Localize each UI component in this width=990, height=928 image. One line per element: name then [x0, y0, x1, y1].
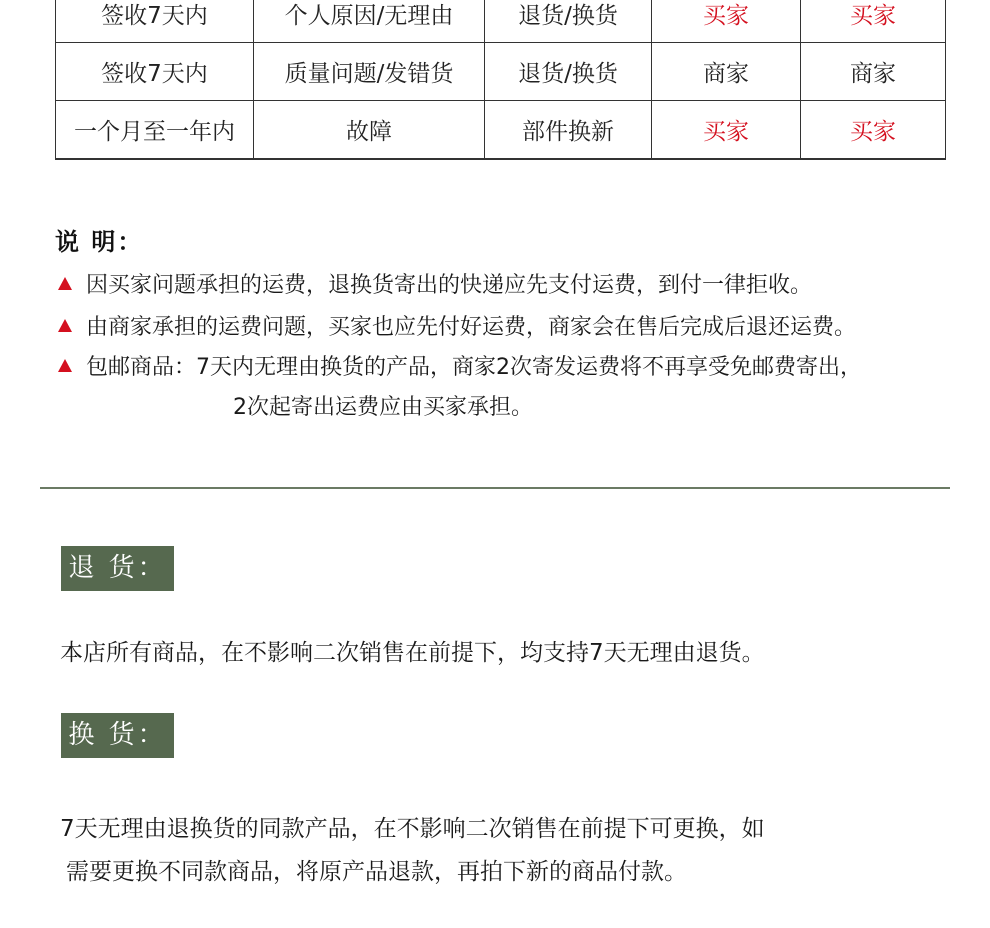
- table-cell: 质量问题/发错货: [254, 43, 485, 101]
- note-item: [58, 350, 862, 381]
- table-cell: 签收7天内: [56, 0, 254, 43]
- red-triangle-icon: [58, 277, 72, 290]
- notes-title: 说 明：: [55, 228, 144, 256]
- table-cell: 商家: [652, 43, 801, 101]
- table-row: [56, 101, 946, 160]
- red-triangle-icon: [58, 359, 72, 372]
- table-cell: 买家: [652, 101, 801, 160]
- table-row: [56, 0, 946, 43]
- table-cell: 商家: [801, 43, 946, 101]
- note-item: [58, 268, 812, 299]
- red-triangle-icon: [58, 319, 72, 332]
- table-cell: 退货/换货: [485, 0, 652, 43]
- table-cell: 部件换新: [485, 101, 652, 160]
- table-cell: 退货/换货: [485, 43, 652, 101]
- exchange-text-line1: 7天无理由退换货的同款产品，在不影响二次销售在前提下可更换，如: [60, 816, 765, 842]
- table-cell: 买家: [652, 0, 801, 43]
- table-cell: 一个月至一年内: [56, 101, 254, 160]
- returns-tag: 退 货：: [61, 546, 174, 591]
- table-cell: 买家: [801, 0, 946, 43]
- divider: [40, 487, 950, 489]
- exchange-text-line2: 需要更换不同款商品，将原产品退款，再拍下新的商品付款。: [66, 859, 687, 885]
- returns-text: 本店所有商品，在不影响二次销售在前提下，均支持7天无理由退货。: [60, 640, 765, 666]
- note-continuation: 2次起寄出运费应由买家承担。: [233, 395, 533, 420]
- note-item: [58, 310, 856, 341]
- policy-table: [55, 0, 946, 160]
- table-cell: 签收7天内: [56, 43, 254, 101]
- table-cell: 故障: [254, 101, 485, 160]
- table-cell: 买家: [801, 101, 946, 160]
- note-text: 由商家承担的运费问题，买家也应先付好运费，商家会在售后完成后退还运费。: [86, 315, 857, 340]
- table-row: [56, 43, 946, 101]
- table-cell: 个人原因/无理由: [254, 0, 485, 43]
- note-text: 因买家问题承担的运费，退换货寄出的快递应先支付运费，到付一律拒收。: [86, 273, 813, 298]
- exchange-tag: 换 货：: [61, 713, 174, 758]
- note-text: 包邮商品：7天内无理由换货的产品，商家2次寄发运费将不再享受免邮费寄出，: [86, 355, 862, 380]
